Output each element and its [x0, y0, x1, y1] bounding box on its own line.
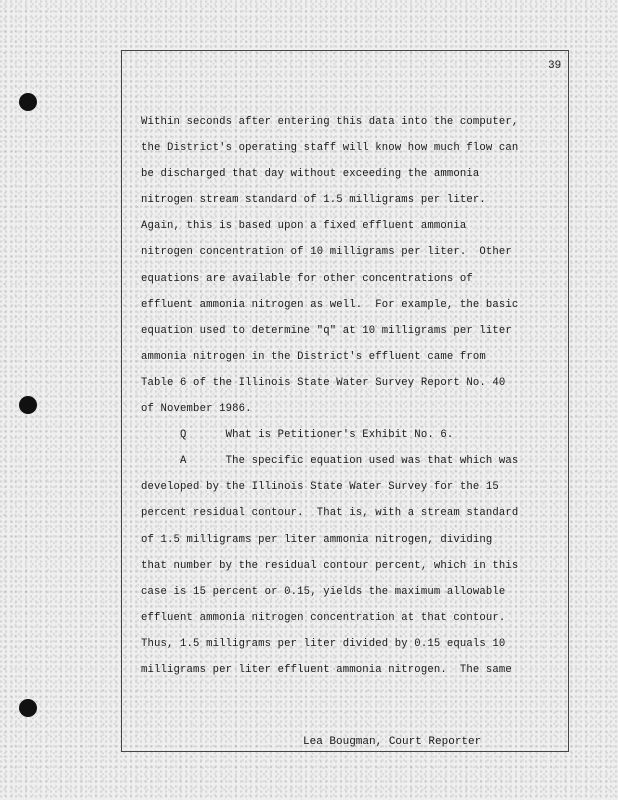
transcript-line: effluent ammonia nitrogen as well. For example, the basic: [141, 298, 519, 311]
transcript-line: Within seconds after entering this data into the computer,: [141, 116, 519, 128]
transcript-line: of November 1986.: [141, 403, 252, 416]
transcript-line: milligrams per liter effluent ammonia nitrogen. The same: [141, 663, 512, 676]
binder-hole: [19, 93, 37, 111]
transcript-line: be discharged that day without exceeding the ammonia: [141, 168, 480, 181]
transcript-line: of 1.5 milligrams per liter ammonia nitrogen, dividing: [141, 533, 493, 546]
transcript-line: equation used to determine "q" at 10 milligrams per liter: [141, 324, 512, 337]
binder-hole: [19, 699, 37, 717]
transcript-body: [141, 109, 581, 683]
transcript-line: Q What is Petitioner's Exhibit No. 6.: [141, 429, 454, 442]
transcript-line: nitrogen stream standard of 1.5 milligrams per liter.: [141, 194, 486, 207]
transcript-line: Again, this is based upon a fixed effluent ammonia: [141, 220, 467, 233]
transcript-line: Table 6 of the Illinois State Water Survey Report No. 40: [141, 376, 506, 389]
binder-hole: [19, 396, 37, 414]
court-reporter-footer: Lea Bougman, Court Reporter: [303, 736, 482, 748]
transcript-line: A The specific equation used was that which was: [141, 455, 519, 468]
transcript-line: nitrogen concentration of 10 milligrams per liter. Other: [141, 246, 512, 259]
transcript-line: Thus, 1.5 milligrams per liter divided by 0.15 equals 10: [141, 637, 506, 650]
transcript-line: case is 15 percent or 0.15, yields the maximum allowable: [141, 585, 506, 598]
transcript-line: percent residual contour. That is, with a stream standard: [141, 507, 519, 520]
transcript-line: that number by the residual contour percent, which in this: [141, 559, 519, 572]
transcript-line: the District's operating staff will know how much flow can: [141, 142, 519, 155]
transcript-line: developed by the Illinois State Water Survey for the 15: [141, 481, 499, 494]
transcript-line: effluent ammonia nitrogen concentration at that contour.: [141, 611, 506, 624]
transcript-line: equations are available for other concentrations of: [141, 272, 473, 285]
page-number: 39: [548, 60, 562, 72]
transcript-line: ammonia nitrogen in the District's effluent came from: [141, 350, 486, 363]
